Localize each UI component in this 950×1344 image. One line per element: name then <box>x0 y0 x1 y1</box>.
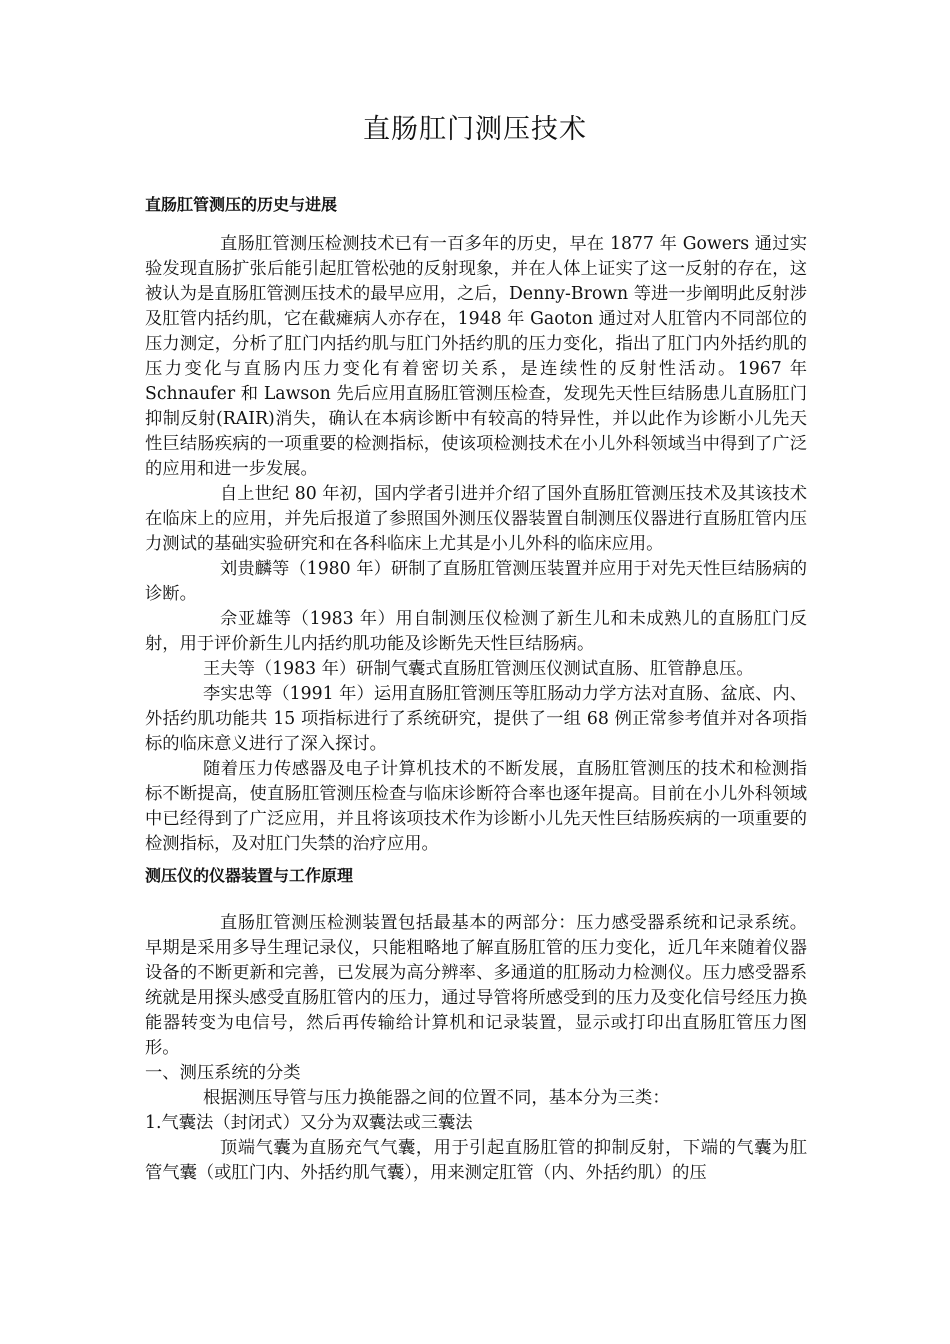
document-body <box>145 190 807 1186</box>
section-heading-history: 直肠肛管测压的历史与进展 <box>145 195 338 214</box>
paragraph: 直肠肛管测压检测装置包括最基本的两部分：压力感受器系统和记录系统。早期是采用多导生理记录仪，只能粗略地了解直肠肛管的压力变化，近几年来随着仪器设备的不断更新和完善，已发展为高分辨率、多通道的肛肠动力检测仪。压力感受器系统就是用探头感受直肠肛管内的压力，通过导管将所感受到的压力及变化信号经压力换能器转变为电信号，然后再传输给计算机和记录装置，显示或打印出直肠肛管压力图形。 <box>145 913 807 1058</box>
subheading: 一、测压系统的分类 <box>145 1063 301 1083</box>
paragraph: 随着压力传感器及电子计算机技术的不断发展，直肠肛管测压的技术和检测指标不断提高，使直肠肛管测压检查与临床诊断符合率也逐年提高。目前在小儿外科领域中已经得到了广泛应用，并且将该项技术作为诊断小儿先天性巨结肠疾病的一项重要的检测指标，及对肛门失禁的治疗应用。 <box>145 759 807 854</box>
paragraph: 直肠肛管测压检测技术已有一百多年的历史，早在 1877 年 Gowers 通过实验发现直肠扩张后能引起肛管松弛的反射现象，并在人体上证实了这一反射的存在，这被认为是直肠肛管测压技术的最早应用，之后，Denny-Brown 等进一步阐明此反射涉及肛管内括约肌，它在截瘫病人亦存在，1948 年 Gaoton 通过对人肛管内不同部位的压力测定，分析了肛门内括约肌与肛门外括约肌的压力变化，指出了肛门内外括约肌的压力变化与直肠内压力变化有着密切关系，是连续性的反射性活动。1967 年 Schnaufer 和 Lawson 先后应用直肠肛管测压检查，发现先天性巨结肠患儿直肠肛门抑制反射(RAIR)消失，确认在本病诊断中有较高的特异性，并以此作为诊断小儿先天性巨结肠疾病的一项重要的检测指标，使该项检测技术在小儿外科领域当中得到了广泛的应用和进一步发展。 <box>145 234 807 479</box>
paragraph: 刘贵麟等（1980 年）研制了直肠肛管测压装置并应用于对先天性巨结肠病的诊断。 <box>145 559 807 604</box>
subheading: 1.气囊法（封闭式）又分为双囊法或三囊法 <box>145 1113 473 1133</box>
paragraph: 李实忠等（1991 年）运用直肠肛管测压等肛肠动力学方法对直肠、盆底、内、外括约肌功能共 15 项指标进行了系统研究，提供了一组 68 例正常参考值并对各项指标的临床意义进行了深入探讨。 <box>145 684 807 754</box>
paragraph: 顶端气囊为直肠充气气囊，用于引起直肠肛管的抑制反射，下端的气囊为肛管气囊（或肛门内、外括约肌气囊），用来测定肛管（内、外括约肌）的压 <box>145 1138 807 1183</box>
paragraph: 根据测压导管与压力换能器之间的位置不同，基本分为三类： <box>203 1088 670 1108</box>
paragraph: 王夫等（1983 年）研制气囊式直肠肛管测压仪测试直肠、肛管静息压。 <box>203 659 754 679</box>
paragraph: 佘亚雄等（1983 年）用自制测压仪检测了新生儿和未成熟儿的直肠肛门反射，用于评价新生儿内括约肌功能及诊断先天性巨结肠病。 <box>145 609 807 654</box>
section-heading-instrument: 测压仪的仪器装置与工作原理 <box>145 866 354 885</box>
paragraph: 自上世纪 80 年初，国内学者引进并介绍了国外直肠肛管测压技术及其该技术在临床上的应用，并先后报道了参照国外测压仪器装置自制测压仪器进行直肠肛管内压力测试的基础实验研究和在各科临床上尤其是小儿外科的临床应用。 <box>145 484 807 554</box>
document-title: 直肠肛门测压技术 <box>363 114 587 145</box>
